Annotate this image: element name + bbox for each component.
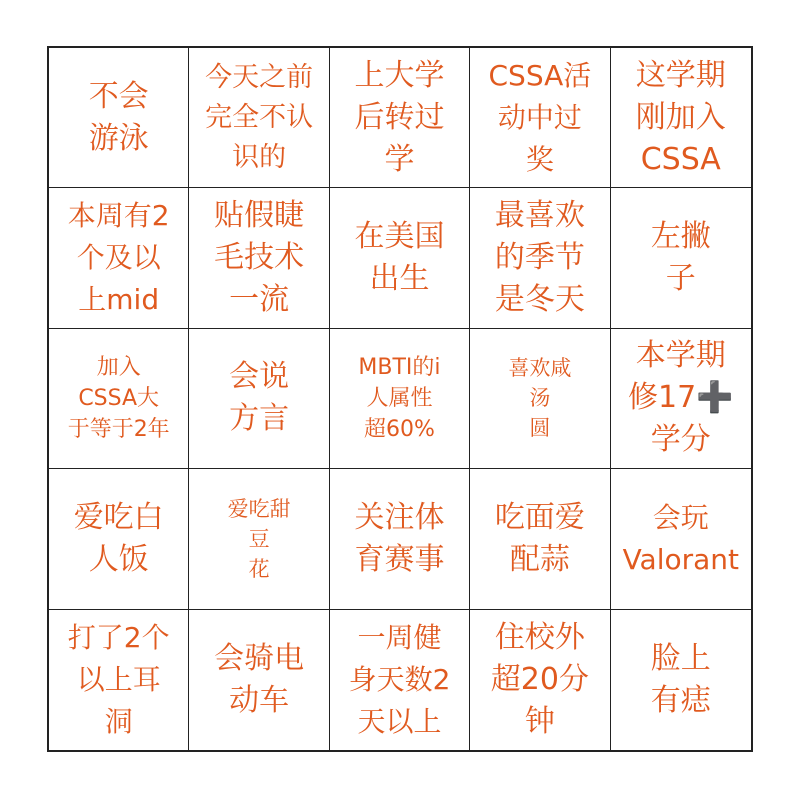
bingo-cell-label: 加入 CSSA大 于等于2年	[67, 354, 170, 442]
bingo-cell[interactable]	[189, 48, 329, 188]
bingo-cell-label: 上大学 后转过 学	[354, 57, 445, 177]
bingo-cell-label: MBTI的i 人属性 超60%	[358, 354, 441, 442]
bingo-cell[interactable]	[189, 329, 329, 469]
bingo-cell[interactable]	[470, 469, 610, 609]
bingo-cell[interactable]	[330, 329, 470, 469]
bingo-cell-label: 喜欢咸 汤 圆	[508, 356, 572, 441]
bingo-cell-label: 今天之前 完全不认 识的	[205, 61, 314, 173]
bingo-cell[interactable]	[611, 48, 751, 188]
bingo-cell-label: 最喜欢 的季节 是冬天	[494, 198, 585, 318]
bingo-cell[interactable]	[189, 610, 329, 750]
bingo-cell[interactable]	[330, 48, 470, 188]
bingo-cell-label: 会说 方言	[229, 359, 290, 437]
bingo-cell[interactable]	[330, 188, 470, 328]
bingo-cell-label: CSSA活 动中过 奖	[488, 58, 592, 176]
bingo-cell-label: 在美国 出生	[354, 219, 445, 297]
bingo-cell-label: 会骑电 动车	[214, 640, 305, 718]
bingo-cell-label: 爱吃甜 豆 花	[227, 496, 291, 581]
bingo-cell-label: 住校外 超20分 钟	[490, 619, 589, 739]
bingo-cell-label: 打了2个 以上耳 洞	[67, 620, 170, 738]
bingo-cell[interactable]	[330, 469, 470, 609]
bingo-cell-label: 吃面爱 配蒜	[494, 499, 585, 577]
bingo-cell[interactable]	[470, 610, 610, 750]
bingo-cell[interactable]	[49, 469, 189, 609]
bingo-cell[interactable]	[611, 610, 751, 750]
bingo-cell-label: 左撇 子	[650, 219, 711, 297]
bingo-cell-label: 本周有2 个及以 上mid	[67, 199, 170, 317]
bingo-cell-label: 脸上 有痣	[650, 640, 711, 718]
bingo-board	[47, 46, 753, 752]
bingo-cell[interactable]	[470, 48, 610, 188]
bingo-cell[interactable]	[49, 610, 189, 750]
bingo-cell[interactable]	[49, 48, 189, 188]
bingo-cell[interactable]	[611, 188, 751, 328]
bingo-cell-label: 关注体 育赛事	[354, 499, 445, 577]
bingo-cell-label: 爱吃白 人饭	[73, 499, 164, 577]
bingo-cell[interactable]	[470, 188, 610, 328]
bingo-cell[interactable]	[611, 469, 751, 609]
bingo-cell-label: 贴假睫 毛技术 一流	[214, 198, 305, 318]
bingo-cell[interactable]	[330, 610, 470, 750]
bingo-cell-label: 不会 游泳	[88, 78, 149, 156]
bingo-cell-label: 本学期 修17➕ 学分	[628, 338, 734, 458]
bingo-cell[interactable]	[470, 329, 610, 469]
bingo-cell[interactable]	[189, 188, 329, 328]
bingo-cell-label: 这学期 刚加入 CSSA	[635, 57, 726, 177]
bingo-cell[interactable]	[49, 329, 189, 469]
bingo-cell[interactable]	[189, 469, 329, 609]
bingo-cell[interactable]	[611, 329, 751, 469]
bingo-cell[interactable]	[49, 188, 189, 328]
bingo-cell-label: 会玩 Valorant	[622, 500, 740, 576]
bingo-cell-label: 一周健 身天数2 天以上	[348, 620, 451, 738]
